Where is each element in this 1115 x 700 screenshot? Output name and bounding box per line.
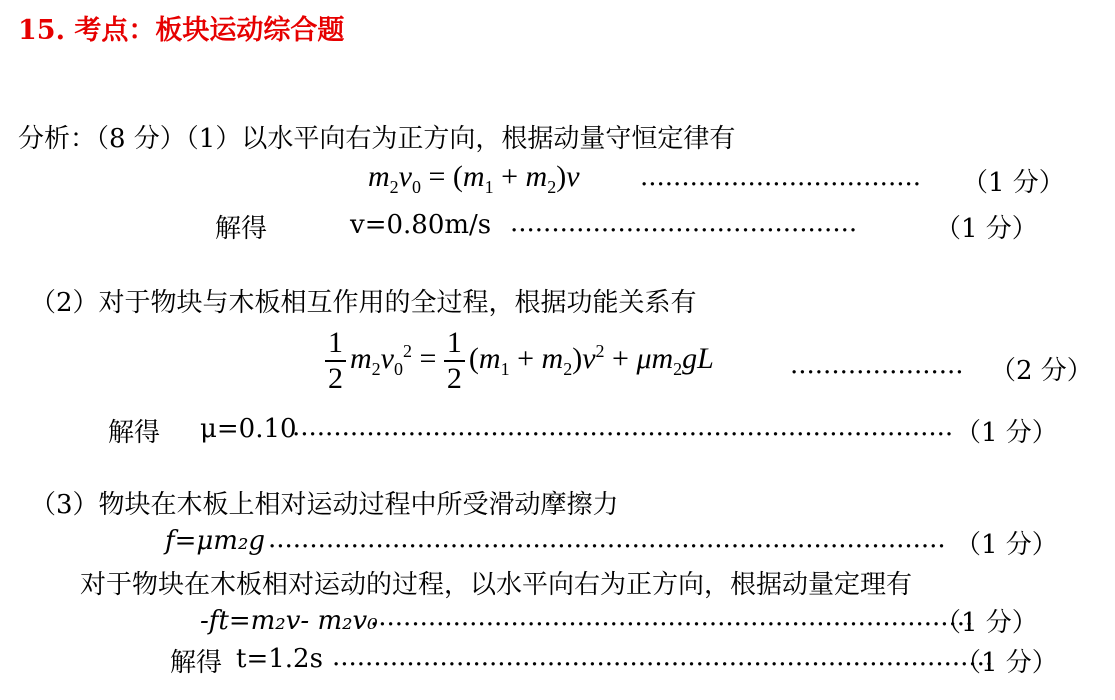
part2-result-leader-dots: ................................................................................ [292, 412, 954, 442]
part1-result: v=0.80m/s [350, 210, 492, 240]
part1-eq-leader-dots: .................................. [640, 162, 921, 192]
part2-result: μ=0.10 [200, 414, 297, 444]
question-title: 15. 考点：板块运动综合题 [18, 15, 345, 46]
part1-intro: 分析：（8 分）（1）以水平向右为正方向，根据动量守恒定律有 [18, 124, 736, 154]
part3-result: t=1.2s [236, 644, 323, 674]
part3-result-score: （1 分） [955, 648, 1058, 678]
part3-friction-equation: f=μm₂g [165, 526, 266, 556]
part1-result-score: （1 分） [935, 214, 1038, 244]
part2-energy-equation: $\frac{1}{2}$ $m_2v_0^2$ = $\frac{1}{2}$ $(m_1 + m_2)v^2 + \mu m_2gL$ [325, 326, 714, 396]
part3-result-leader-dots: ................................................................................ [332, 642, 994, 672]
part3-friction-leader-dots: .................................................................................. [268, 524, 946, 554]
part3-friction-score: （1 分） [955, 530, 1058, 560]
part2-eq-score: （2 分） [990, 356, 1093, 386]
part3-solve-label: 解得 [170, 648, 223, 678]
part3-momentum-text: 对于物块在木板相对运动的过程，以水平向右为正方向，根据动量定理有 [80, 570, 913, 600]
part1-eq-score: （1 分） [962, 168, 1065, 198]
part3-intro: （3）物块在木板上相对运动过程中所受滑动摩擦力 [30, 490, 619, 520]
part1-result-leader-dots: .......................................... [510, 208, 858, 238]
part3-momentum-leader-dots: ......................................................................... [370, 602, 974, 632]
part2-solve-label: 解得 [108, 418, 161, 448]
part1-momentum-equation: $m_2v_0 = (m_1 + m_2)v$ [368, 160, 580, 197]
part2-eq-leader-dots: ..................... [790, 350, 964, 380]
part3-momentum-score: （1 分） [935, 608, 1038, 638]
part3-momentum-equation: -ft=m₂v- m₂v₀ [200, 606, 378, 636]
part1-solve-label: 解得 [215, 214, 268, 244]
part2-result-score: （1 分） [955, 418, 1058, 448]
part2-intro: （2）对于物块与木板相互作用的全过程，根据功能关系有 [30, 288, 697, 318]
